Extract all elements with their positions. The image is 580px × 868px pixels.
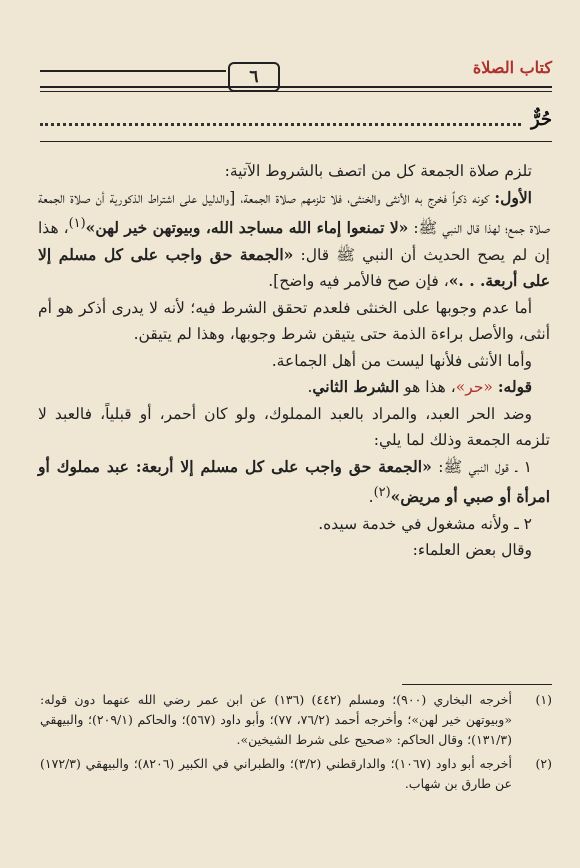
footnote <box>40 754 552 794</box>
paragraph <box>38 295 550 348</box>
page-number: ٦ <box>228 62 280 92</box>
footnote-number: (٢) <box>535 756 552 771</box>
paragraph-text: ٢ ـ ولأنه مشغول في خدمة سيده. <box>318 514 532 533</box>
paragraph-text: . <box>307 378 313 397</box>
footnote-ref[interactable]: (١) <box>68 216 86 231</box>
paragraph-text: . <box>368 488 374 507</box>
footnotes <box>40 690 552 798</box>
paragraph <box>38 401 550 454</box>
footnote-text: أخرجه أبو داود (١٠٦٧)؛ والدارقطني (٣/٢)؛ والطبراني في الكبير (٨٢٠٦)؛ والبيهقي (١٧٢/٣) عن طارق بن شهاب. <box>40 756 512 791</box>
paragraph-text: كونه ذكراً فخرج به الأنثى والخنثى، فلا تلزمهم صلاة الجمعة، [والدليل على اشتراط الذكورية أن صلاة الجمعة صلاة جمع؛ لهذا قال النبي ﷺ: <box>38 188 551 238</box>
paragraph-text: وضد الحر العبد، والمراد بالعبد المملوك، ولو كان أحمر، أو قبلياً، فالعبد لا تلزمه الجمعة وذلك لما يلي: <box>38 404 550 450</box>
paragraph <box>38 537 550 564</box>
paragraph-text: ، فإن صح فالأمر فيه واضح]. <box>268 272 449 291</box>
paragraph-text: ، هذا إن لم يصح الحديث أن النبي ﷺ قال: <box>38 219 550 264</box>
paragraph-text: تلزم صلاة الجمعة كل من اتصف بالشروط الآتية: <box>224 162 532 180</box>
paragraph <box>38 511 550 538</box>
paragraph <box>38 185 550 295</box>
paragraph-text: وقال بعض العلماء: <box>412 541 532 560</box>
hadith-quote: «الجمعة حق واجب على كل مسلم إلا على أربعة. . .» <box>38 244 550 291</box>
header-rule-thin <box>40 91 552 92</box>
matn-quote: «حر» <box>455 378 493 397</box>
paragraph <box>38 348 550 375</box>
paragraph-text: ١ ـ قول النبي ﷺ: <box>431 457 532 476</box>
header-rule-short <box>40 70 226 72</box>
footnote-text: أخرجه البخاري (٩٠٠)؛ ومسلم (٤٤٢) (١٣٦) عن ابن عمر رضي الله عنهما دون قوله: «وبيوتهن خير لهن»؛ وأخرجه أحمد (٧٦/٢، ٧٧)؛ وأبو داود (٥٦٧)؛ والحاكم (٢٠٩/١)؛ والبيهقي (١٣١/٣)؛ وقال الحاكم: «صحيح على شرط الشيخين». <box>40 692 513 747</box>
footnote-separator <box>402 684 552 685</box>
paragraph-text: ، هذا هو <box>399 378 456 397</box>
matn-rule <box>40 141 552 142</box>
paragraph <box>38 158 550 185</box>
hadith-quote: «لا تمنعوا إماء الله مساجد الله، وبيوتهن خير لهن» <box>85 218 409 238</box>
condition-label: الأول: <box>494 187 532 207</box>
paragraph-text: وأما الأنثى فلأنها ليست من أهل الجماعة. <box>271 351 532 370</box>
condition-label: الشرط الثاني <box>312 377 400 397</box>
dotted-leader <box>40 123 521 126</box>
main-text <box>38 158 550 564</box>
qawluhu-label: قوله: <box>497 377 532 397</box>
footnote-number: (١) <box>535 692 552 707</box>
footnote <box>40 690 552 750</box>
footnote-ref[interactable]: (٢) <box>373 485 391 501</box>
paragraph <box>38 454 550 511</box>
matn-word: حُرٌّ <box>530 109 552 130</box>
header-rule <box>40 86 552 88</box>
hadith-quote: «الجمعة حق واجب على كل مسلم إلا أربعة: عبد مملوك أو امرأة أو صبي أو مريض» <box>38 456 550 507</box>
running-header-title: كتاب الصلاة <box>472 58 552 77</box>
paragraph <box>38 374 550 401</box>
paragraph-text: أما عدم وجوبها على الخنثى فلعدم تحقق الشرط فيه؛ لأنه لا يدرى أذكر هو أم أنثى، والأصل براءة الذمة حتى يتيقن شرط وجوبها، وهذا لم يتيقن. <box>38 298 550 344</box>
matn-line <box>40 106 552 130</box>
